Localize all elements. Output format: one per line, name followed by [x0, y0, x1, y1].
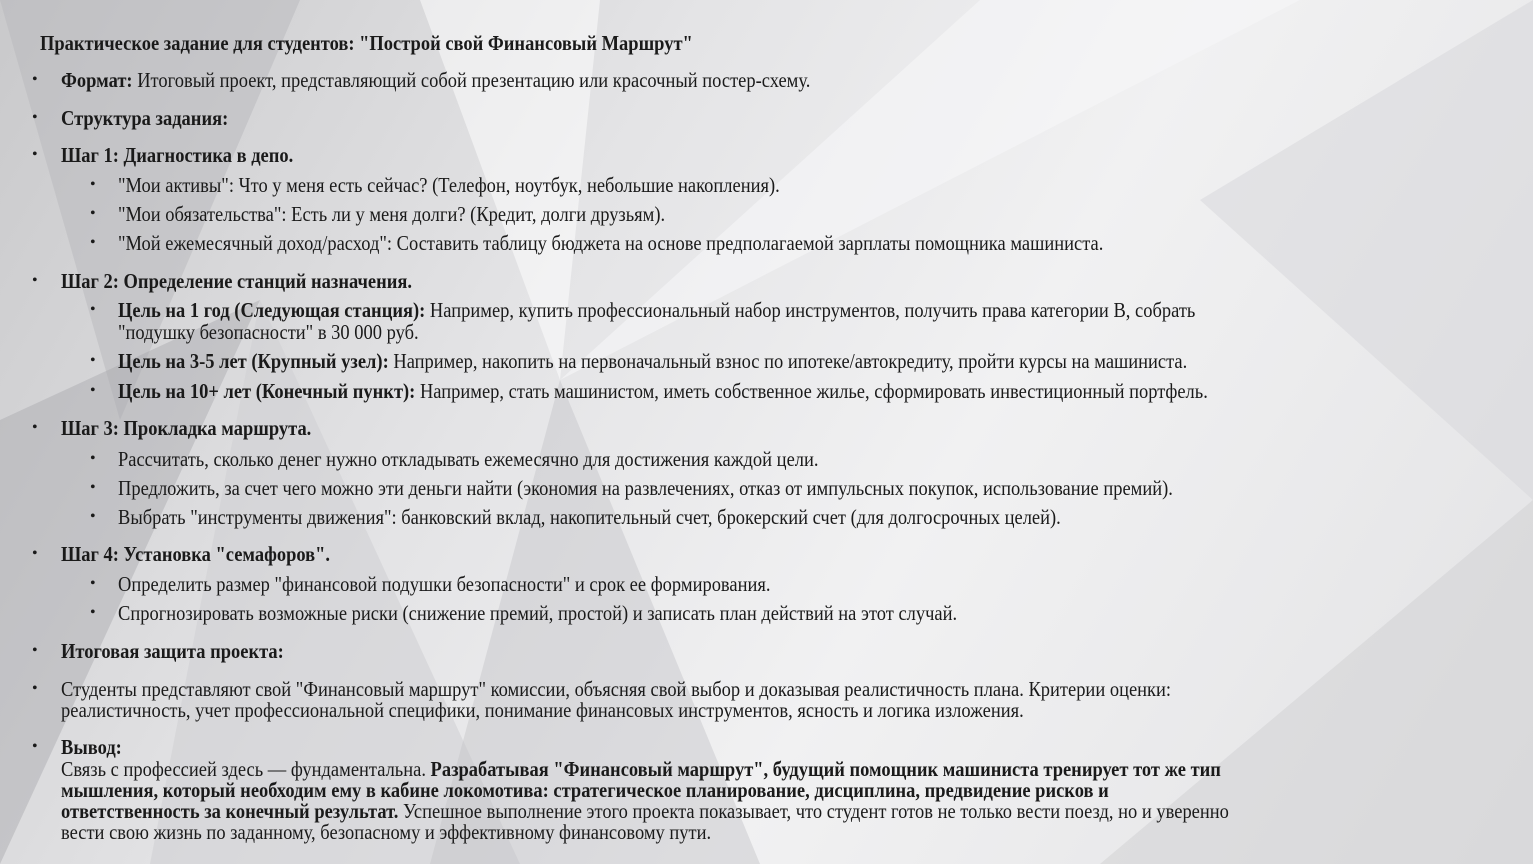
conclusion-label: Вывод: — [61, 735, 122, 759]
bullet: • — [32, 71, 38, 88]
bullet: • — [90, 301, 96, 318]
step4-label: Шаг 4: Установка "семафоров". — [61, 542, 331, 566]
step2-item — [118, 380, 1208, 402]
conclusion-line — [61, 758, 1221, 780]
step1-label: Шаг 1: Диагностика в депо. — [61, 143, 294, 167]
bullet: • — [90, 176, 96, 193]
step1-item: "Мои обязательства": Есть ли у меня долги? (Кредит, долги друзьям). — [118, 202, 666, 226]
defense-label: Итоговая защита проекта: — [61, 639, 284, 663]
conclusion-text: Успешное выполнение этого проекта показывает, что студент готов не только вести поезд, но и уверенно — [398, 799, 1229, 823]
bullet: • — [90, 479, 96, 496]
goal-text: Например, купить профессиональный набор инструментов, получить права категории В, собрать — [425, 298, 1196, 322]
step2-item — [118, 350, 1187, 372]
bullet: • — [90, 575, 96, 592]
conclusion-bold: Разрабатывая "Финансовый маршрут", будущий помощник машиниста тренирует тот же тип — [430, 757, 1221, 781]
conclusion-line: мышления, который необходим ему в кабине локомотива: стратегическое планирование, дисциплина, предвидение рисков и — [61, 778, 1109, 802]
step2-item-cont: "подушку безопасности" в 30 000 руб. — [118, 320, 419, 344]
step3-item: Рассчитать, сколько денег нужно откладывать ежемесячно для достижения каждой цели. — [118, 447, 819, 471]
goal-text: Например, накопить на первоначальный взнос по ипотеке/автокредиту, пройти курсы на машиниста. — [388, 349, 1188, 373]
conclusion-bold: ответственность за конечный результат. — [61, 799, 399, 823]
bullet: • — [90, 382, 96, 399]
step3-label: Шаг 3: Прокладка маршрута. — [61, 416, 312, 440]
format-text: Итоговый проект, представляющий собой презентацию или красочный постер-схему. — [132, 68, 811, 92]
step4-item: Определить размер "финансовой подушки безопасности" и срок ее формирования. — [118, 572, 771, 596]
defense-text: реалистичность, учет профессиональной специфики, понимание финансовых инструментов, ясность и логика изложения. — [61, 698, 1024, 722]
bullet: • — [90, 234, 96, 251]
step3-item: Предложить, за счет чего можно эти деньги найти (экономия на развлечениях, отказ от импульсных покупок, использование премий). — [118, 476, 1173, 500]
bullet: • — [90, 352, 96, 369]
bullet: • — [90, 205, 96, 222]
format-line — [61, 69, 810, 91]
bullet: • — [32, 680, 38, 697]
step1-item: "Мой ежемесячный доход/расход": Составить таблицу бюджета на основе предполагаемой зарплаты помощника машиниста. — [118, 231, 1104, 255]
bullet: • — [32, 146, 38, 163]
bullet: • — [32, 738, 38, 755]
step2-label: Шаг 2: Определение станций назначения. — [61, 269, 413, 293]
bullet: • — [90, 604, 96, 621]
step4-item: Спрогнозировать возможные риски (снижение премий, простой) и записать план действий на этот случай. — [118, 601, 958, 625]
bullet: • — [32, 419, 38, 436]
bullet: • — [32, 545, 38, 562]
format-label: Формат: — [61, 68, 133, 92]
step1-item: "Мои активы": Что у меня есть сейчас? (Телефон, ноутбук, небольшие накопления). — [118, 173, 780, 197]
bullet: • — [32, 642, 38, 659]
page-title: Практическое задание для студентов: "Построй свой Финансовый Маршрут" — [40, 31, 693, 55]
goal-label: Цель на 1 год (Следующая станция): — [118, 298, 426, 322]
bullet: • — [90, 450, 96, 467]
bullet: • — [32, 272, 38, 289]
bullet: • — [32, 109, 38, 126]
conclusion-line: вести свою жизнь по заданному, безопасному и эффективному финансовому пути. — [61, 820, 712, 844]
structure-label: Структура задания: — [61, 106, 229, 130]
goal-label: Цель на 10+ лет (Конечный пункт): — [118, 379, 416, 403]
conclusion-text: Связь с профессией здесь — фундаментальна. — [61, 757, 431, 781]
goal-text: Например, стать машинистом, иметь собственное жилье, сформировать инвестиционный портфель. — [415, 379, 1208, 403]
step2-item — [118, 299, 1195, 321]
defense-text: Студенты представляют свой "Финансовый маршрут" комиссии, объясняя свой выбор и доказывая реалистичность плана. Критерии оценки: — [61, 677, 1172, 701]
bullet: • — [90, 508, 96, 525]
step3-item: Выбрать "инструменты движения": банковский вклад, накопительный счет, брокерский счет (для долгосрочных целей). — [118, 505, 1061, 529]
goal-label: Цель на 3-5 лет (Крупный узел): — [118, 349, 389, 373]
conclusion-line — [61, 800, 1229, 822]
